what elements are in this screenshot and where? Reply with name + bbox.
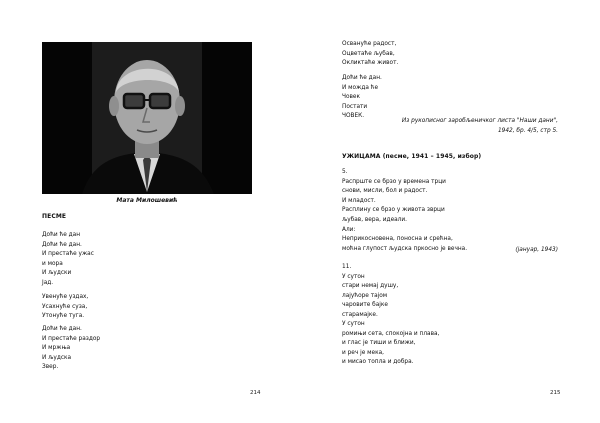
portrait-illustration [42, 42, 252, 194]
poem-line: старамајке. [342, 311, 378, 318]
poem-line: стари немај душу, [342, 283, 399, 290]
source-note [338, 117, 558, 136]
poem-line: Доћи ће дан. [342, 75, 382, 81]
poem-line: У сутон [342, 321, 365, 327]
poem-line: чаровите бајке [342, 302, 388, 309]
stanza-2 [42, 293, 88, 322]
poem-line: Али: [342, 226, 356, 233]
poem-line: и глас је тиши и ближи, [342, 340, 416, 347]
poem-number: 11. [342, 264, 352, 270]
stanza-top-1 [342, 40, 398, 69]
poem-line: снови, мисли, бол и радост. [342, 188, 428, 195]
photo-caption: Мата Милошевић [116, 197, 178, 204]
poem-line: И људски [42, 270, 72, 277]
poem-line: У сутон [342, 273, 365, 280]
source-line-1: Из рукописног заробљеничког листа "Наши дани", [401, 118, 558, 124]
page-number-right: 215 [550, 390, 561, 396]
portrait-photo [42, 42, 252, 194]
poem-line: Усахнуће суза, [42, 303, 88, 310]
poem-line: Осванућe радост, [342, 41, 397, 47]
poem-line: Звер. [42, 364, 59, 371]
stanza-3 [42, 325, 100, 373]
poem-number: 5. [342, 169, 348, 175]
poem-5 [342, 168, 467, 254]
poem-line: љубав, вера, идеали. [342, 216, 407, 223]
right-page [300, 0, 600, 423]
section-title-uzicama: УЖИЦАМА (песме, 1941 – 1945, избор) [342, 153, 482, 160]
poem-line: И људска [42, 354, 72, 361]
stanza-1 [42, 231, 94, 289]
poem-line: Расплину се брзо у живота зврци [342, 207, 445, 214]
poem-11-part-a [342, 263, 398, 321]
poem-line: И престаће ужас [42, 251, 94, 258]
poem-line: И престаће раздор [42, 335, 101, 342]
poem-line: Доћи ће дан. [42, 326, 82, 332]
poem-11-part-b [342, 320, 439, 368]
poem-5-date: (јануар, 1943) [515, 247, 558, 253]
poem-line: и мора [42, 260, 63, 267]
poem-line: моћна глупост људска пркосно је вечна. [342, 245, 468, 252]
poem-line: Постати [342, 103, 368, 110]
poem-line: и реч је мека, [342, 349, 384, 356]
poem-line: Увенуће уздах, [42, 294, 89, 300]
poem-line: Неприкосновена, поносна и срећна, [342, 236, 453, 243]
poem-line: И можда ће [342, 84, 379, 91]
poem-line: ЧОВЕК. [342, 113, 365, 120]
poem-line: Распрште се брзо у времена трци [342, 178, 446, 185]
poem-line: Човек [342, 94, 361, 101]
poem-line: Утонуће туга. [42, 313, 85, 320]
poem-line: И мржња [42, 345, 71, 352]
poem-line: Доћи ће дан [42, 232, 81, 238]
poem-line: Оцвeтаће љубав, [342, 50, 395, 57]
poem-line: Јад. [42, 279, 54, 286]
poem-line: И младост. [342, 197, 376, 204]
poem-line: лајућоре тајом [342, 292, 388, 299]
poem-line: Доћи ће дан. [42, 241, 82, 248]
stanza-top-2 [342, 74, 382, 122]
section-title-pesme: ПЕСМЕ [42, 213, 67, 220]
poem-line: Окликтаће живот. [342, 60, 399, 67]
page-number-left: 214 [250, 390, 261, 396]
poem-line: ромињи сета, спокојна и плава, [342, 330, 440, 337]
source-line-2: 1942, бр. 4/5, стр 5. [497, 127, 558, 134]
poem-line: и мисао топла и добра. [342, 359, 414, 366]
